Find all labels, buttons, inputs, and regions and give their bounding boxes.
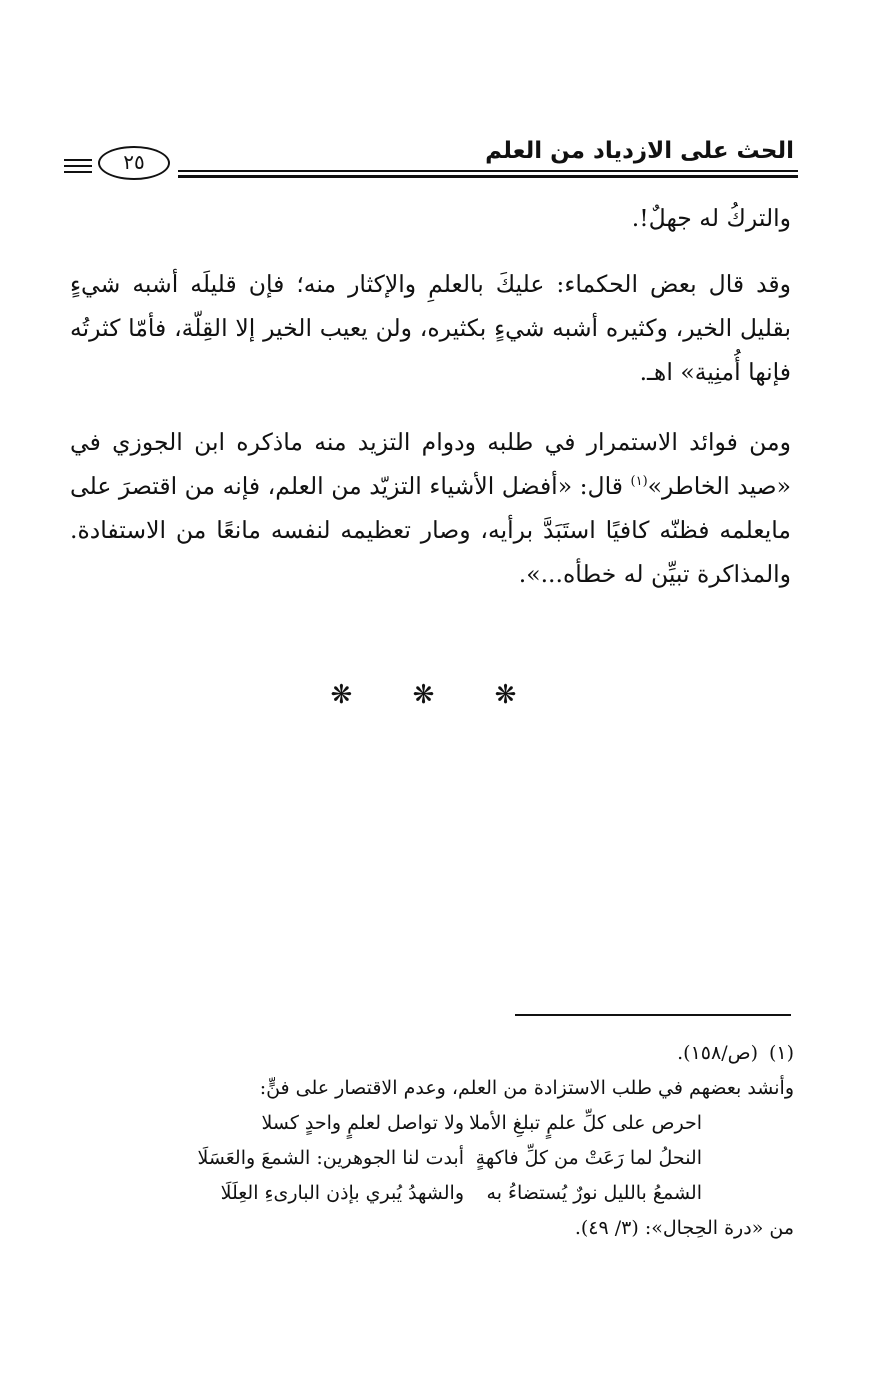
- verse-first-hemistich: الشمعُ بالليل نورٌ يُستضاءُ به: [486, 1182, 702, 1204]
- verse-line: [140, 1141, 794, 1176]
- verse-line: [140, 1176, 794, 1211]
- paragraph-1: والتركُ له جهلٌ!.: [631, 204, 791, 232]
- verse-second-hemistich: والشهدُ يُبري بإذن البارىءِ العِلَلَا: [220, 1182, 464, 1204]
- footnote-number: (١): [768, 1042, 794, 1064]
- verse-second-hemistich: ولا تواصل لعلمٍ واحدٍ كسلا: [261, 1112, 464, 1134]
- header-rule-top: [178, 170, 798, 172]
- section-separator: ❋ ❋ ❋: [330, 680, 543, 710]
- paragraph-3-quote: قال: «أفضل الأشياء التزيّد من العلم، فإنه من اقتصرَ على مايعلمه فظنّه كافيًا استَبَدَّ برأيه، وصار تعظيمه لنفسه مانعًا من الاستفادة. والمذاكرة تبيِّن له خطأه...».: [70, 472, 791, 588]
- verse-line: [140, 1106, 794, 1141]
- footnote-rule: [515, 1014, 791, 1016]
- footnotes: [140, 1036, 794, 1246]
- left-ornament-line: [64, 171, 92, 173]
- verse-first-hemistich: النحلُ لما رَعَتْ من كلِّ فاكهةٍ: [475, 1147, 702, 1169]
- footnote-reference[interactable]: (١): [630, 474, 648, 490]
- footnote-intro: وأنشد بعضهم في طلب الاستزادة من العلم، وعدم الاقتصار على فنٍّ:: [259, 1077, 794, 1099]
- header-rule-bottom: [178, 175, 798, 178]
- footnote-source: من «درة الحِجال»: (٣/ ٤٩).: [574, 1217, 794, 1239]
- left-ornament-line: [64, 165, 92, 167]
- paragraph-3-text: ومن فوائد الاستمرار في طلبه ودوام التزيد منه ماذكره ابن الجوزي في «صيد الخاطر»: [70, 428, 791, 500]
- page-number: ٢٥: [98, 146, 170, 180]
- footnote-text: (ص/١٥٨).: [677, 1042, 758, 1064]
- paragraph-2: وقد قال بعض الحكماء: عليكَ بالعلمِ والإكثار منه؛ فإن قليلَه أشبه شيءٍ بقليل الخير، وكثيره أشبه شيءٍ بكثيره، ولن يعيب الخير إلا القِلّة، فأمّا كثرتُه فإنها أُمنِية» اهـ.: [70, 270, 791, 386]
- left-ornament-line: [64, 159, 92, 161]
- paragraph-3: [70, 420, 791, 596]
- main-text: [70, 196, 791, 596]
- page-header: [62, 132, 798, 182]
- running-title: الحث على الازدياد من العلم: [485, 138, 794, 164]
- footnote-1: [140, 1036, 794, 1071]
- verse-second-hemistich: أبدت لنا الجوهرين: الشمعَ والعَسَلَا: [197, 1147, 464, 1169]
- verse-first-hemistich: احرص على كلِّ علمٍ تبلغِ الأملا: [469, 1112, 702, 1134]
